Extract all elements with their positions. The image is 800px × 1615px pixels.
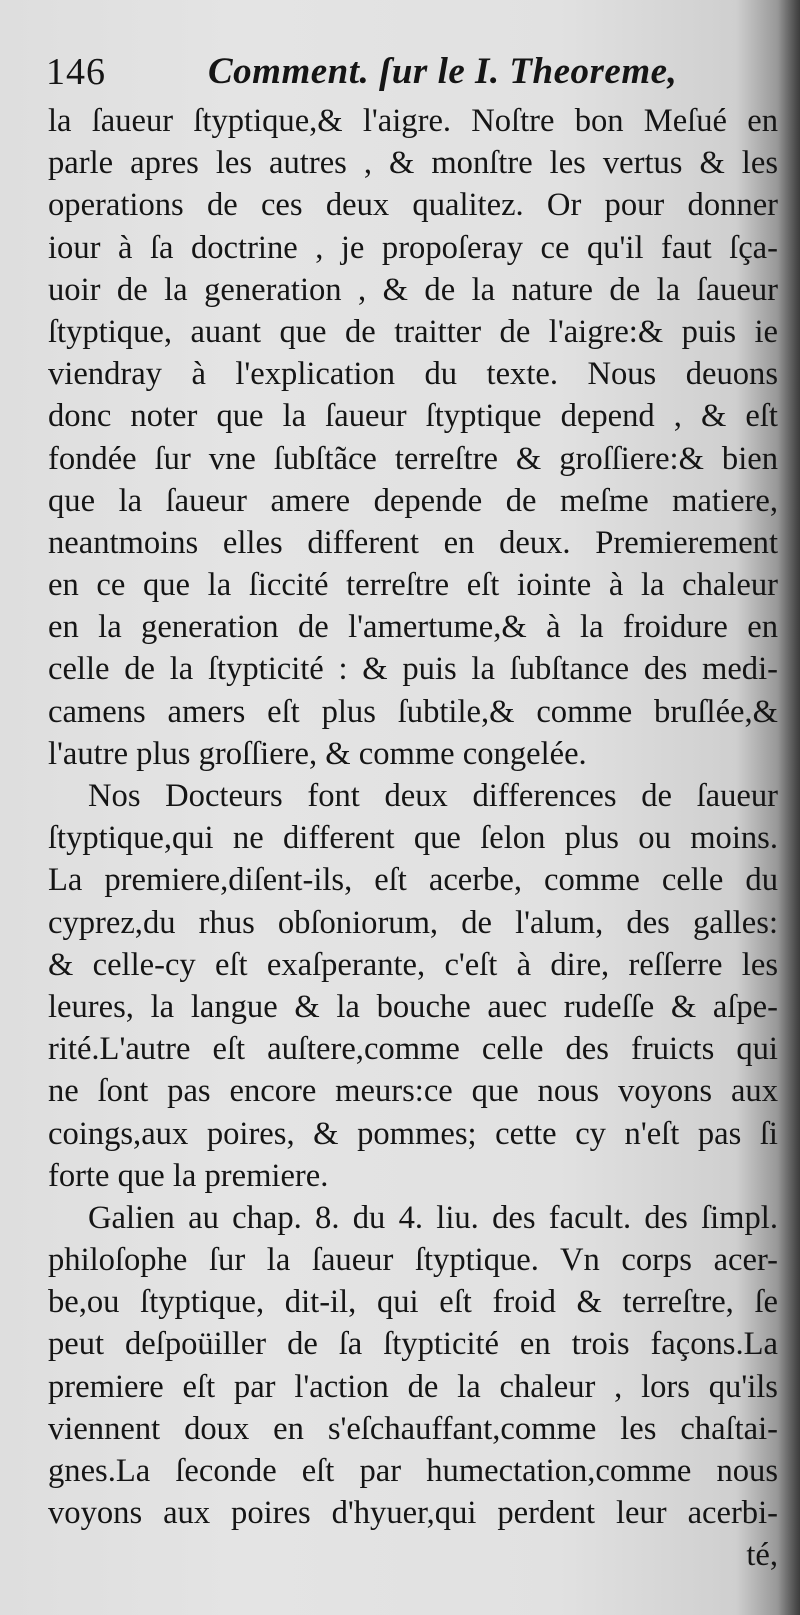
text-line: La premiere,diſent-ils, eſt acerbe, comme celle du (48, 862, 778, 899)
text-line: coings,aux poires, & pommes; cette cy n'eſt pas ſi (48, 1115, 778, 1152)
text-line: & celle-cy eſt exaſperante, c'eſt à dire, reſſerre les (48, 946, 778, 983)
body-text (48, 100, 778, 1577)
text-line: gnes.La ſeconde eſt par humectation,comme nous (48, 1453, 778, 1489)
text-line: be,ou ſtyptique, dit-il, qui eſt froid & terreſtre, ſe (48, 1284, 778, 1321)
text-line: cyprez,du rhus obſoniorum, de l'alum, des galles: (48, 904, 778, 941)
text-line: rité.L'autre eſt auſtere,comme celle des fruicts qui (48, 1031, 778, 1068)
text-line: forte que la premiere. (48, 1157, 329, 1194)
text-line: neantmoins elles different en deux. Premierement (48, 524, 778, 561)
running-title: Comment. ſur le I. Theoreme, (208, 51, 678, 92)
text-line: que la ſaueur amere depende de meſme matiere, (48, 482, 778, 519)
text-line: viendray à l'explication du texte. Nous deuons (48, 356, 778, 393)
text-line: en la generation de l'amertume,& à la froidure en (48, 609, 778, 646)
text-line: iour à ſa doctrine , je propoſeray ce qu'il faut ſça- (48, 229, 778, 266)
text-line: voyons aux poires d'hyuer,qui perdent leur acerbi- (48, 1495, 778, 1532)
page-edge-shadow (778, 0, 800, 1615)
text-line: viennent doux en s'eſchauffant,comme les chaſtai- (48, 1410, 778, 1447)
text-line: Galien au chap. 8. du 4. liu. des facult. des ſimpl. (88, 1199, 778, 1236)
text-line: premiere eſt par l'action de la chaleur , lors qu'ils (48, 1368, 778, 1405)
text-line: ſtyptique, auant que de traitter de l'aigre:& puis ie (48, 313, 778, 350)
text-line: la ſaueur ſtyptique,& l'aigre. Noſtre bon Meſué en (48, 103, 778, 139)
catchword: té, (746, 1537, 778, 1574)
text-line: l'autre plus groſſiere, & comme congelée. (48, 735, 587, 772)
text-line: Nos Docteurs font deux differences de ſaueur (88, 778, 778, 814)
text-line: en ce que la ſiccité terreſtre eſt iointe à la chaleur (48, 567, 778, 604)
text-line: operations de ces deux qualitez. Or pour donner (48, 187, 778, 224)
text-line: parle apres les autres , & monſtre les vertus & les (48, 145, 778, 182)
text-line: philoſophe ſur la ſaueur ſtyptique. Vn corps acer- (48, 1242, 778, 1279)
text-line: donc noter que la ſaueur ſtyptique depend , & eſt (48, 398, 778, 435)
text-line: leures, la langue & la bouche auec rudeſſe & aſpe- (48, 988, 778, 1025)
text-line: ſtyptique,qui ne different que ſelon plus ou moins. (48, 820, 778, 857)
text-line: ne ſont pas encore meurs:ce que nous voyons aux (48, 1073, 778, 1110)
text-line: peut deſpoüiller de ſa ſtypticité en trois façons.La (48, 1326, 778, 1363)
page-header (46, 44, 746, 100)
page-number: 146 (46, 51, 106, 93)
text-line: camens amers eſt plus ſubtile,& comme bruſlée,& (48, 693, 778, 730)
text-line: uoir de la generation , & de la nature de la ſaueur (48, 271, 778, 308)
text-line: celle de la ſtypticité : & puis la ſubſtance des medi- (48, 651, 778, 688)
text-line: fondée ſur vne ſubſtãce terreſtre & groſſiere:& bien (48, 440, 778, 477)
